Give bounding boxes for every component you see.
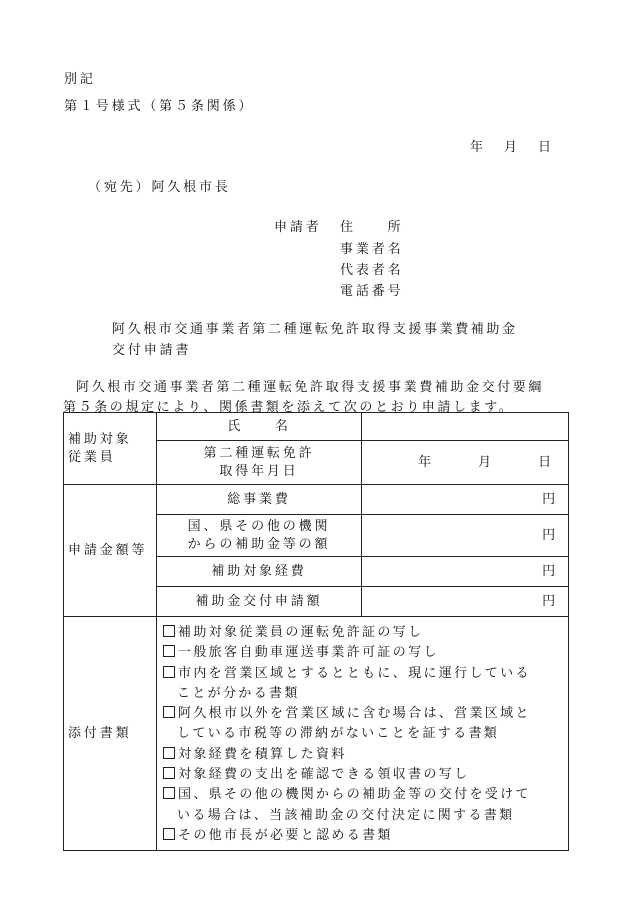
table-row: [64, 413, 569, 441]
attachments-label: 添付書類: [64, 617, 157, 851]
checkbox-icon[interactable]: [163, 787, 175, 799]
name-label: 氏 名: [157, 413, 362, 441]
application-table: [63, 412, 569, 851]
applicant-representative-label: 代表者名: [340, 263, 404, 278]
checkbox-icon[interactable]: [163, 625, 175, 637]
name-value-cell[interactable]: [362, 413, 569, 441]
applicant-address-label: 住 所: [340, 220, 404, 235]
list-item[interactable]: 補助対象従業員の運転免許証の写し: [163, 623, 564, 643]
table-row: [64, 617, 569, 851]
date-year: 年: [470, 140, 486, 155]
license-date-year: 年: [418, 454, 434, 470]
eligible-cost-value-cell[interactable]: 円: [362, 557, 569, 587]
total-cost-value-cell[interactable]: 円: [362, 485, 569, 515]
other-subsidy-value-cell[interactable]: 円: [362, 515, 569, 557]
table-row: [64, 485, 569, 515]
eligible-cost-label: 補助対象経費: [157, 557, 362, 587]
checkbox-icon[interactable]: [163, 828, 175, 840]
date-month: 月: [504, 140, 520, 155]
list-item[interactable]: その他市長が必要と認める書類: [163, 826, 564, 846]
license-date-label: 第二種運転免許 取得年月日: [157, 441, 362, 485]
list-item[interactable]: 対象経費を積算した資料: [163, 745, 564, 765]
document-title-line2: 交付申請書: [112, 343, 192, 358]
list-item[interactable]: 一般旅客自動車運送事業許可証の写し: [163, 643, 564, 663]
amount-group-label: 申請金額等: [64, 485, 157, 617]
requested-amount-label: 補助金交付申請額: [157, 587, 362, 617]
form-number: 第１号様式（第５条関係）: [64, 99, 255, 114]
total-cost-label: 総事業費: [157, 485, 362, 515]
requested-amount-value-cell[interactable]: 円: [362, 587, 569, 617]
checkbox-icon[interactable]: [163, 706, 175, 718]
applicant-business-name-label: 事業者名: [340, 242, 404, 257]
other-subsidy-label: 国、県その他の機関 からの補助金等の額: [157, 515, 362, 557]
list-item[interactable]: 阿久根市以外を営業区域に含む場合は、営業区域と: [163, 704, 564, 724]
list-item[interactable]: 市内を営業区域とするとともに、現に運行している: [163, 664, 564, 684]
checkbox-icon[interactable]: [163, 767, 175, 779]
applicant-label: 申請者: [274, 220, 322, 235]
checkbox-icon[interactable]: [163, 645, 175, 657]
attachments-list: 補助対象従業員の運転免許証の写し 一般旅客自動車運送事業許可証の写し 市内を営業区域とするとともに、現に運行している ことが分かる書類 阿久根市以外を営業区域に含む場合は、営業区域と している市税等の滞納がないことを証する書類 対象経費を積算した資料 対象経費の支出を確認できる領収書の写し 国、県その他の機関からの補助金等の交付を受けて いる場合は、当該補助金の交付決定に関する書類 その他市長が必要と認める書類: [157, 617, 569, 851]
body-text-line1: 阿久根市交通事業者第二種運転免許取得支援事業費補助金交付要綱: [76, 380, 545, 395]
checkbox-icon[interactable]: [163, 666, 175, 678]
document-title-line1: 阿久根市交通事業者第二種運転免許取得支援事業費補助金: [112, 322, 518, 337]
date-day: 日: [538, 140, 554, 155]
list-item[interactable]: 国、県その他の機関からの補助金等の交付を受けて: [163, 785, 564, 805]
employee-group-label: 補助対象 従業員: [64, 413, 157, 485]
list-item[interactable]: 対象経費の支出を確認できる領収書の写し: [163, 765, 564, 785]
betsuki-label: 別記: [64, 72, 96, 87]
body-text-line2: 第５条の規定により、関係書類を添えて次のとおり申請します。: [63, 400, 515, 415]
license-date-day: 日: [538, 454, 554, 470]
checkbox-icon[interactable]: [163, 747, 175, 759]
addressee: （宛先）阿久根市長: [88, 180, 231, 195]
applicant-phone-label: 電話番号: [340, 284, 404, 299]
license-date-value-cell[interactable]: [362, 441, 569, 485]
license-date-month: 月: [478, 454, 494, 470]
